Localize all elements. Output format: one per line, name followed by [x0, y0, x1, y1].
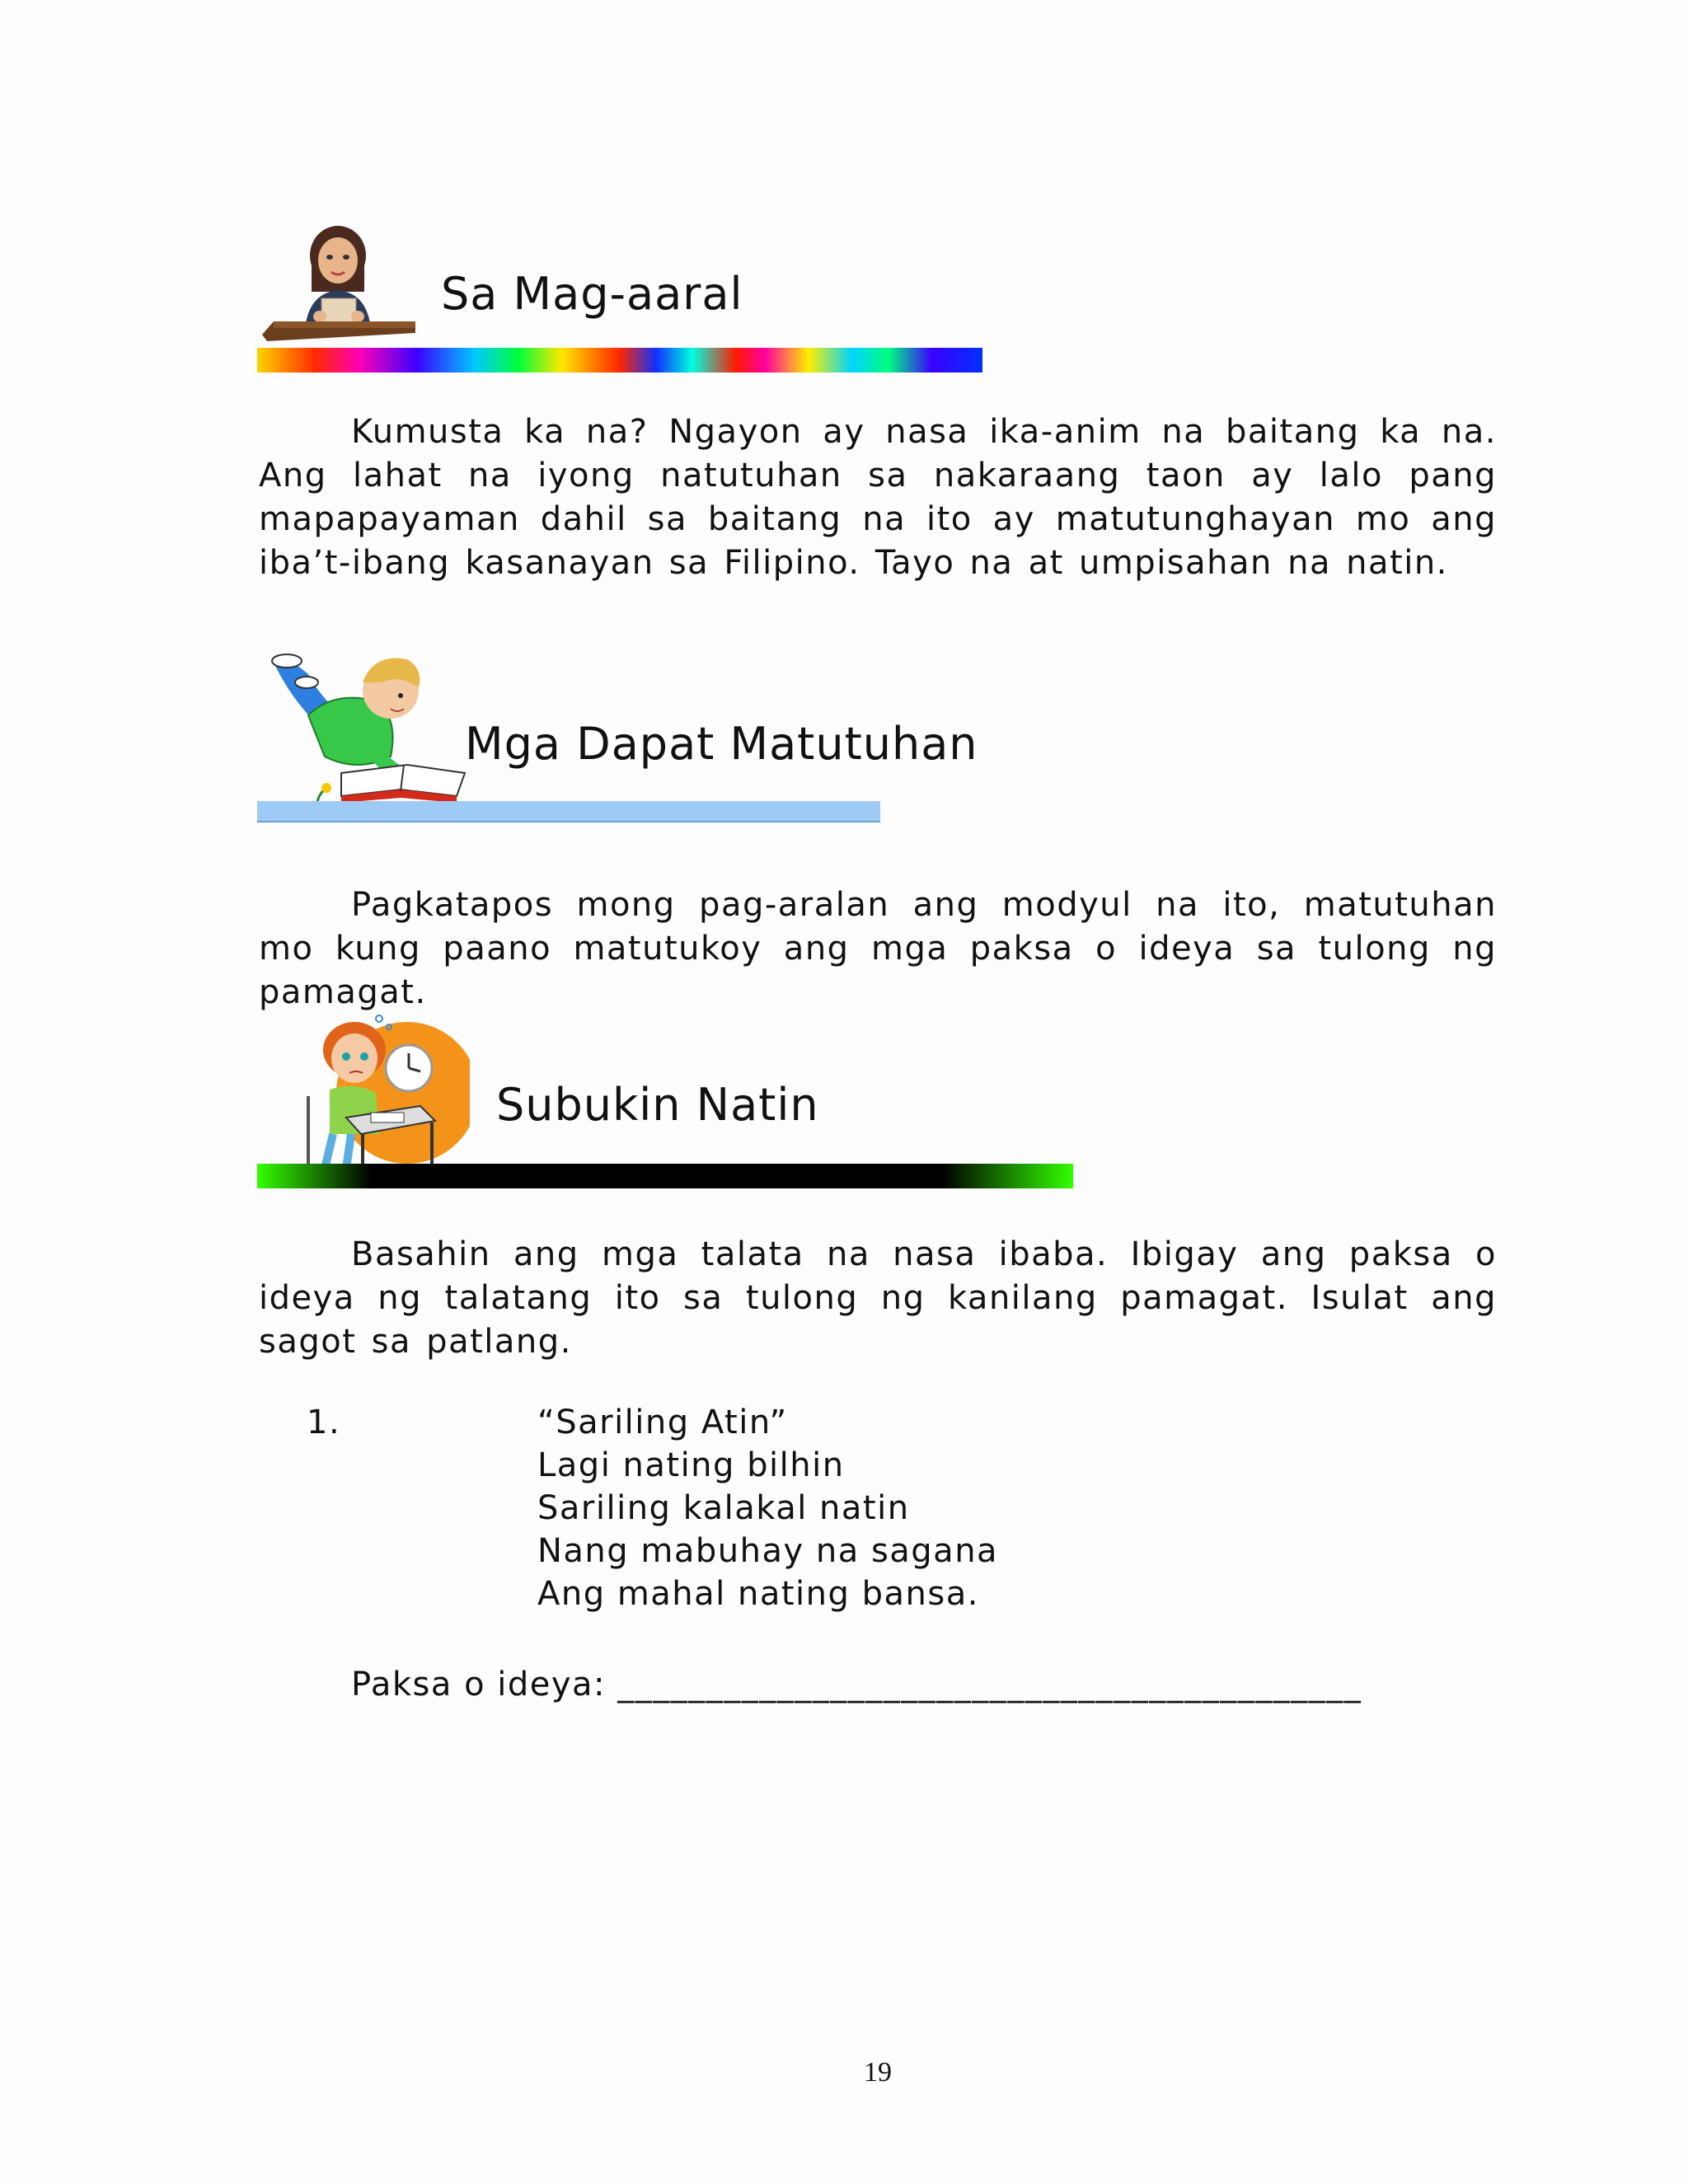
poem: [537, 1401, 998, 1615]
poem-line: Nang mabuhay na sagana: [537, 1532, 999, 1570]
pretest-instructions: Basahin ang mga talata na nasa ibaba. Ibigay ang paksa o ideya ng talatang ito sa tulong ng kanilang pamagat. Isulat ang sagot sa patlang.: [259, 1235, 1497, 1361]
boy-reading-book-icon: [259, 649, 473, 814]
page-number: 19: [864, 2057, 892, 2088]
girl-at-desk-clock-icon: [297, 1010, 470, 1175]
rainbow-divider: [257, 348, 982, 373]
item-number: 1.: [307, 1404, 341, 1441]
objectives-paragraph: Pagkatapos mong pag-aralan ang modyul na ito, matutuhan mo kung paano matutukoy ang mga paksa o ideya sa tulong ng pamagat.: [259, 886, 1497, 1011]
poem-title: “Sariling Atin”: [537, 1404, 788, 1441]
answer-label: Paksa o ideya:: [351, 1666, 618, 1704]
poem-line: Ang mahal nating bansa.: [537, 1575, 979, 1613]
answer-line: [351, 1663, 1362, 1706]
sky-blue-divider: [257, 801, 880, 823]
intro-paragraph: Kumusta ka na? Ngayon ay nasa ika-anim na baitang ka na. Ang lahat na iyong natutuhan sa nakaraang taon ay lalo pang mapapayaman dahil sa baitang na ito ay matutunghayan mo ang iba’t-ibang kasanayan sa Filipino. Tayo na at umpisahan na natin.: [259, 413, 1497, 582]
poem-line: Sariling kalakal natin: [537, 1489, 910, 1527]
answer-blank[interactable]: __________________________________________: [617, 1666, 1362, 1704]
section-title: Mga Dapat Matutuhan: [465, 718, 978, 770]
section-title: Sa Mag-aaral: [441, 268, 743, 320]
black-green-divider: [257, 1164, 1073, 1188]
teacher-reading-icon: [262, 224, 419, 341]
poem-line: Lagi nating bilhin: [537, 1446, 845, 1484]
section-title: Subukin Natin: [496, 1079, 819, 1131]
